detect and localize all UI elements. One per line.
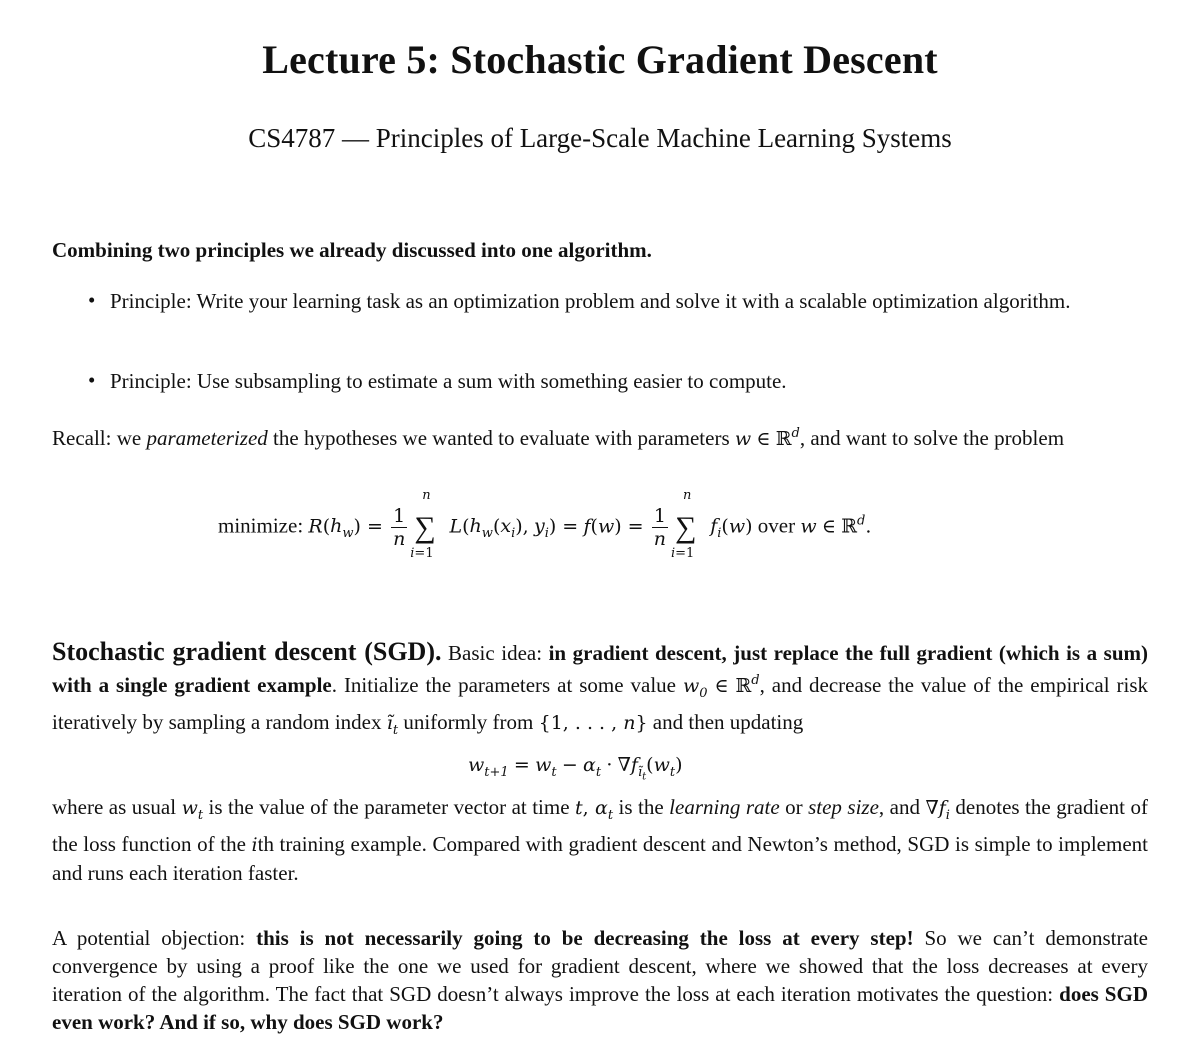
page-title: Lecture 5: Stochastic Gradient Descent <box>262 37 938 82</box>
where-paragraph: where as usual $w_t$ is the value of the parameter vector at time t, $\alpha_t$ is the learning rate or step size, and $\nabla f_i$ denotes the gradient of the loss function of the ith training example. Compared with gradient descent and Newton’s method, SGD is simple to implement and runs each iteration faster. <box>52 795 1148 885</box>
sgd-heading: Stochastic gradient descent (SGD). <box>52 637 442 666</box>
objection-paragraph: A potential objection: this is not necessarily going to be decreasing the loss at every step! So we can’t demonstrate convergence by using a proof like the one we used for gradient descent, where we showed that the loss decreases at every iteration of the algorithm. The fact that SGD doesn’t always improve the loss at each iteration motivates the question: does SGD even work? And if so, why does SGD work? <box>52 926 1148 1034</box>
sgd-paragraph: Stochastic gradient descent (SGD). Basic idea: in gradient descent, just replace the full gradient (which is a sum) with a single gradient example. Initialize the parameters at some value $w_0$ ∈ ℝ$^d$, and decrease the value of the empirical risk iteratively by sampling a random index $ĩ_t$ uniformly from {1, . . . , n} and then updating <box>52 637 1149 738</box>
bullet-marker-1: • <box>88 288 96 312</box>
course-subtitle: CS4787 — Principles of Large-Scale Machine Learning Systems <box>248 123 952 153</box>
sgd-update-equation: $w_{t+1} = w_t - \alpha_t \cdot \nabla f_{ĩ_t}(w_t)$ <box>468 754 683 783</box>
intro-heading: Combining two principles we already discussed into one algorithm. <box>52 238 652 262</box>
bullet-marker-2: • <box>88 368 96 392</box>
risk-minimization-equation: minimize: $R(h_w)$ = $\frac{1}{n}$ ∑ n i=1 $L(h_w(x_i)$, $y_i) = f(w)$ = $\frac{1}{n}$ ∑ n i=1 $f_i(w)$ over w ∈ ℝ$^d$. <box>218 487 872 561</box>
recall-paragraph: Recall: we parameterized the hypotheses we wanted to evaluate with parameters w ∈ ℝ$^d$, and want to solve the problem <box>52 426 1065 450</box>
bullet-principle-2: Principle: Use subsampling to estimate a sum with something easier to compute. <box>110 369 787 393</box>
bullet-principle-1: Principle: Write your learning task as an optimization problem and solve it with a scalable optimization algorithm. <box>110 289 1071 313</box>
